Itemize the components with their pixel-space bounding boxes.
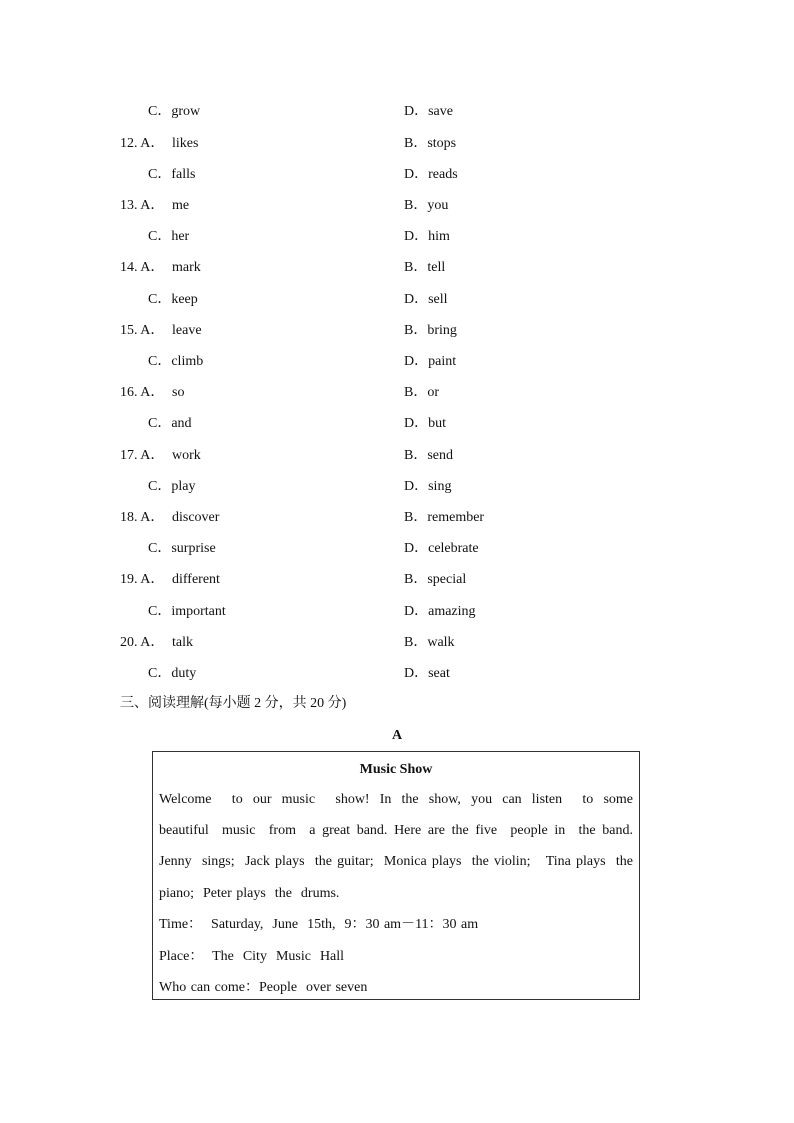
question-row-18	[0, 508, 794, 528]
option-b: B．walk	[404, 635, 455, 650]
option-c: C．climb	[148, 354, 204, 369]
option-a: likes	[172, 136, 199, 151]
option-c: C．play	[148, 479, 196, 494]
music-show-notice	[152, 751, 640, 1000]
notice-line: Welcome to our music show! In the show, you can listen to some	[159, 792, 633, 807]
option-b: B．tell	[404, 260, 446, 275]
question-row-12	[0, 134, 794, 154]
question-number: 13. A．	[120, 198, 165, 213]
notice-audience: Who can come：People over seven	[159, 980, 368, 995]
option-row	[0, 539, 794, 559]
option-c: C．important	[148, 604, 226, 619]
option-c: C．grow	[148, 104, 201, 119]
question-number: 12. A．	[120, 136, 165, 151]
option-d: D．him	[404, 229, 450, 244]
option-c: C．and	[148, 416, 192, 431]
section-title: 三、阅读理解(每小题 2 分，共 20 分)	[120, 696, 347, 711]
option-b: B．send	[404, 448, 453, 463]
question-number: 19. A．	[120, 572, 165, 587]
option-a: discover	[172, 510, 220, 525]
notice-line: Jenny sings; Jack plays the guitar; Monica plays the violin; Tina plays the	[159, 854, 633, 869]
question-row-14	[0, 258, 794, 278]
option-a: mark	[172, 260, 201, 275]
question-row-19	[0, 570, 794, 590]
option-b: B．you	[404, 198, 449, 213]
option-c: C．surprise	[148, 541, 216, 556]
question-number: 20. A．	[120, 635, 165, 650]
question-number: 17. A．	[120, 448, 165, 463]
option-row	[0, 352, 794, 372]
option-c: C．duty	[148, 666, 197, 681]
option-d: D．sell	[404, 292, 448, 307]
passage-label: A	[391, 728, 403, 743]
question-row-13	[0, 196, 794, 216]
option-row	[0, 477, 794, 497]
option-c: C．falls	[148, 167, 196, 182]
option-row	[0, 227, 794, 247]
question-row-16	[0, 383, 794, 403]
option-d: D．reads	[404, 167, 458, 182]
option-row	[0, 664, 794, 684]
option-d: D．save	[404, 104, 453, 119]
option-row	[0, 102, 794, 122]
option-c: C．keep	[148, 292, 198, 307]
option-row	[0, 602, 794, 622]
question-number: 16. A．	[120, 385, 165, 400]
option-b: B．special	[404, 572, 467, 587]
option-b: B．bring	[404, 323, 457, 338]
option-d: D．sing	[404, 479, 452, 494]
notice-line: piano; Peter plays the drums.	[159, 886, 340, 901]
option-row	[0, 290, 794, 310]
option-d: D．amazing	[404, 604, 476, 619]
question-number: 15. A．	[120, 323, 165, 338]
question-row-20	[0, 633, 794, 653]
option-b: B．stops	[404, 136, 457, 151]
option-d: D．seat	[404, 666, 450, 681]
notice-line: beautiful music from a great band. Here are the five people in the band.	[159, 823, 633, 838]
notice-time: Time： Saturday, June 15th, 9：30 am－11：30 am	[159, 917, 479, 932]
option-d: D．celebrate	[404, 541, 479, 556]
option-a: different	[172, 572, 220, 587]
option-a: me	[172, 198, 190, 213]
option-row	[0, 414, 794, 434]
question-row-17	[0, 446, 794, 466]
question-row-15	[0, 321, 794, 341]
option-a: talk	[172, 635, 193, 650]
question-number: 14. A．	[120, 260, 165, 275]
option-a: work	[172, 448, 201, 463]
question-number: 18. A．	[120, 510, 165, 525]
option-c: C．her	[148, 229, 190, 244]
option-d: D．but	[404, 416, 446, 431]
option-a: leave	[172, 323, 202, 338]
notice-place: Place： The City Music Hall	[159, 949, 345, 964]
option-a: so	[172, 385, 185, 400]
notice-title: Music Show	[359, 762, 433, 777]
option-row	[0, 165, 794, 185]
option-b: B．remember	[404, 510, 485, 525]
option-d: D．paint	[404, 354, 457, 369]
option-b: B．or	[404, 385, 439, 400]
